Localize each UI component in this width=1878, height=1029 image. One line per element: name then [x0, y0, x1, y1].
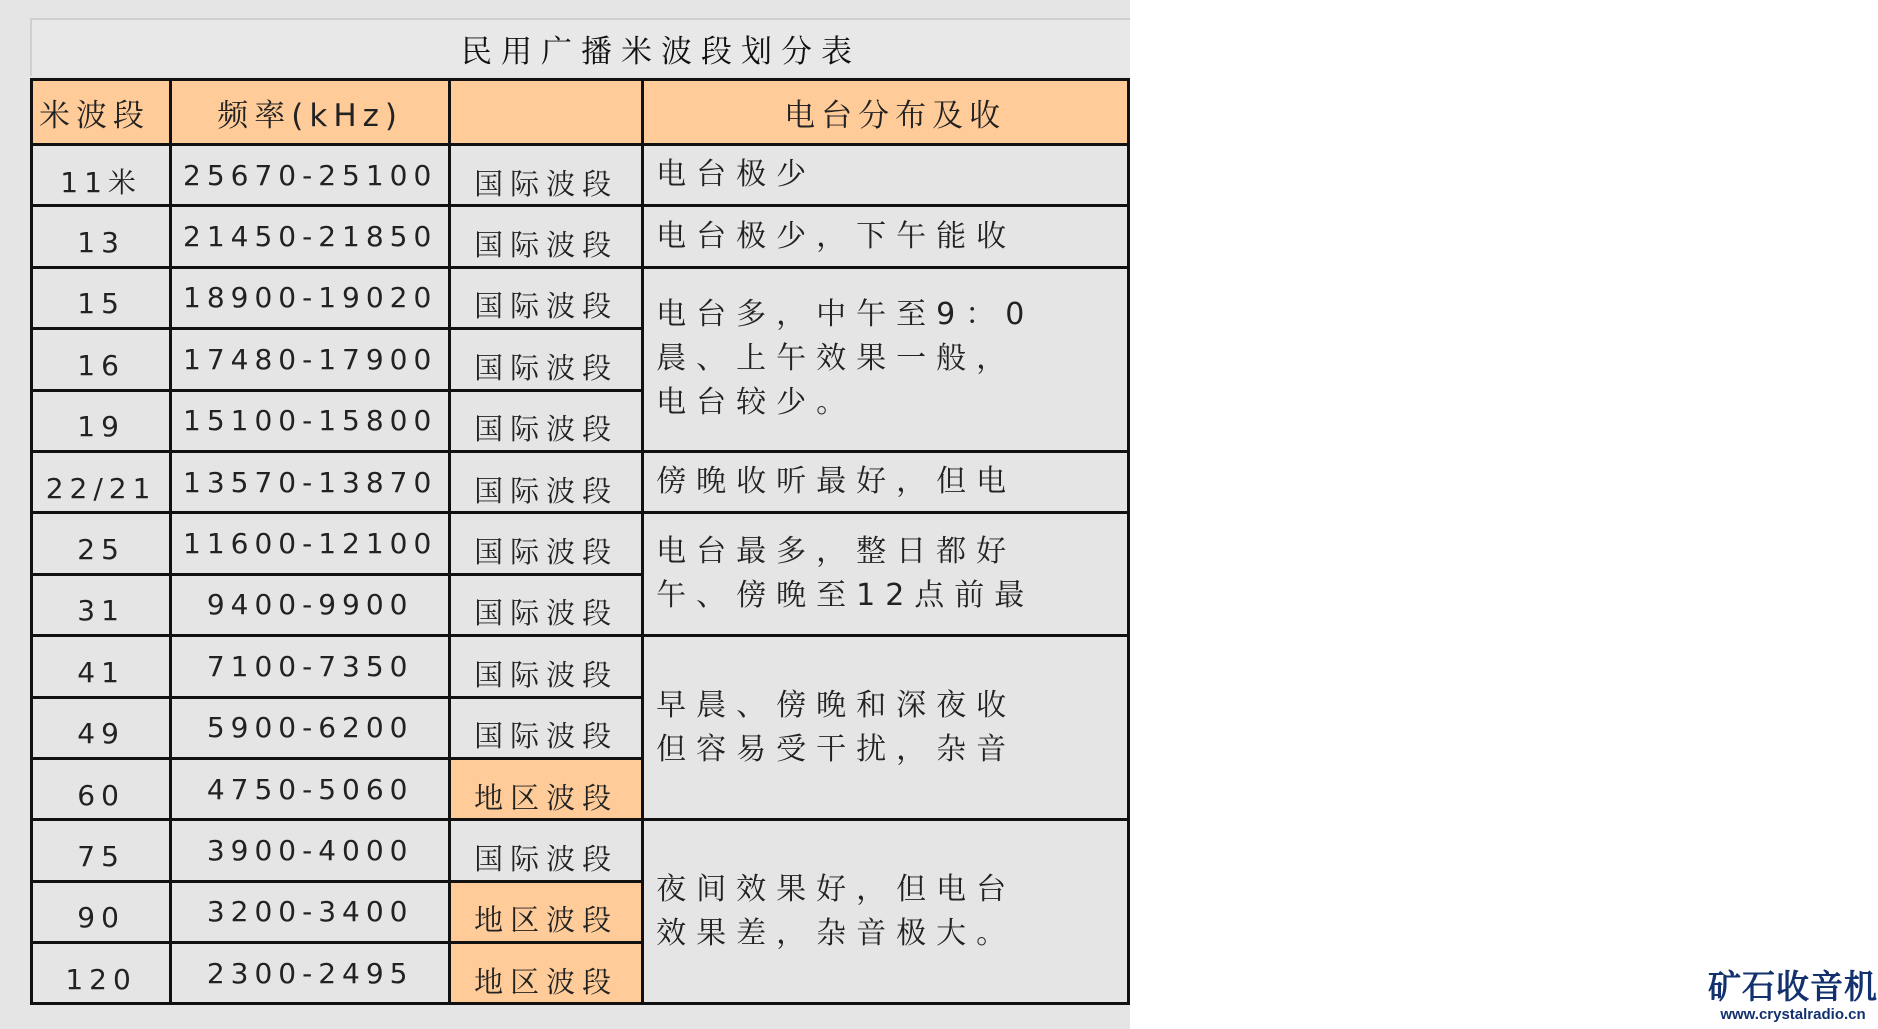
frequency-cell: 17480-17900 [171, 329, 450, 390]
band-cell: 11米 [32, 145, 171, 206]
table-row [32, 820, 1129, 881]
table-row [32, 636, 1129, 697]
frequency-cell: 5900-6200 [171, 697, 450, 758]
table-row [32, 145, 1129, 206]
note-cell: 傍晚收听最好，但电 [643, 451, 1129, 512]
table-row [32, 451, 1129, 512]
band-cell: 60 [32, 758, 171, 819]
table-row [32, 206, 1129, 267]
band-cell: 19 [32, 390, 171, 451]
note-cell: 电台最多，整日都好 午、傍晚至12点前最 [643, 513, 1129, 636]
band-table-area [30, 0, 1130, 1029]
band-cell: 41 [32, 636, 171, 697]
band-cell: 49 [32, 697, 171, 758]
frequency-cell: 2300-2495 [171, 943, 450, 1004]
band-cell: 31 [32, 574, 171, 635]
frequency-cell: 11600-12100 [171, 513, 450, 574]
type-cell: 国际波段 [450, 267, 643, 328]
type-cell: 地区波段 [450, 881, 643, 942]
watermark-logo [1708, 968, 1878, 1023]
note-cell: 电台极少 [643, 145, 1129, 206]
table-row [32, 513, 1129, 574]
note-cell: 夜间效果好，但电台 效果差，杂音极大。 [643, 820, 1129, 1004]
band-cell: 120 [32, 943, 171, 1004]
frequency-cell: 3900-4000 [171, 820, 450, 881]
table-row [32, 267, 1129, 328]
type-cell: 国际波段 [450, 636, 643, 697]
frequency-cell: 25670-25100 [171, 145, 450, 206]
table-body [32, 145, 1129, 1004]
type-cell: 国际波段 [450, 820, 643, 881]
frequency-cell: 18900-19020 [171, 267, 450, 328]
note-cell: 早晨、傍晚和深夜收 但容易受干扰，杂音 [643, 636, 1129, 820]
frequency-cell: 3200-3400 [171, 881, 450, 942]
header-frequency: 频率(kHz) [171, 80, 450, 145]
note-cell: 电台极少，下午能收 [643, 206, 1129, 267]
frequency-cell: 9400-9900 [171, 574, 450, 635]
table-title: 民用广播米波段划分表 [461, 33, 861, 70]
header-band: 米波段 [32, 80, 171, 145]
type-cell: 国际波段 [450, 697, 643, 758]
header-row [32, 80, 1129, 145]
band-cell: 22/21 [32, 451, 171, 512]
type-cell: 国际波段 [450, 574, 643, 635]
band-cell: 25 [32, 513, 171, 574]
band-cell: 15 [32, 267, 171, 328]
band-cell: 75 [32, 820, 171, 881]
watermark-url: www.crystalradio.cn [1720, 1006, 1866, 1023]
header-type [450, 80, 643, 145]
frequency-cell: 21450-21850 [171, 206, 450, 267]
table-title-bar [30, 18, 1130, 76]
type-cell: 国际波段 [450, 329, 643, 390]
frequency-cell: 4750-5060 [171, 758, 450, 819]
band-cell: 13 [32, 206, 171, 267]
frequency-cell: 7100-7350 [171, 636, 450, 697]
band-table [30, 78, 1130, 1005]
note-cell: 电台多，中午至9：0 晨、上午效果一般， 电台较少。 [643, 267, 1129, 451]
frequency-cell: 15100-15800 [171, 390, 450, 451]
type-cell: 国际波段 [450, 206, 643, 267]
type-cell: 国际波段 [450, 513, 643, 574]
type-cell: 国际波段 [450, 390, 643, 451]
header-notes: 电台分布及收 [643, 80, 1129, 145]
band-cell: 90 [32, 881, 171, 942]
type-cell: 地区波段 [450, 758, 643, 819]
type-cell: 地区波段 [450, 943, 643, 1004]
type-cell: 国际波段 [450, 451, 643, 512]
type-cell: 国际波段 [450, 145, 643, 206]
band-cell: 16 [32, 329, 171, 390]
frequency-cell: 13570-13870 [171, 451, 450, 512]
watermark-name: 矿石收音机 [1708, 967, 1878, 1006]
